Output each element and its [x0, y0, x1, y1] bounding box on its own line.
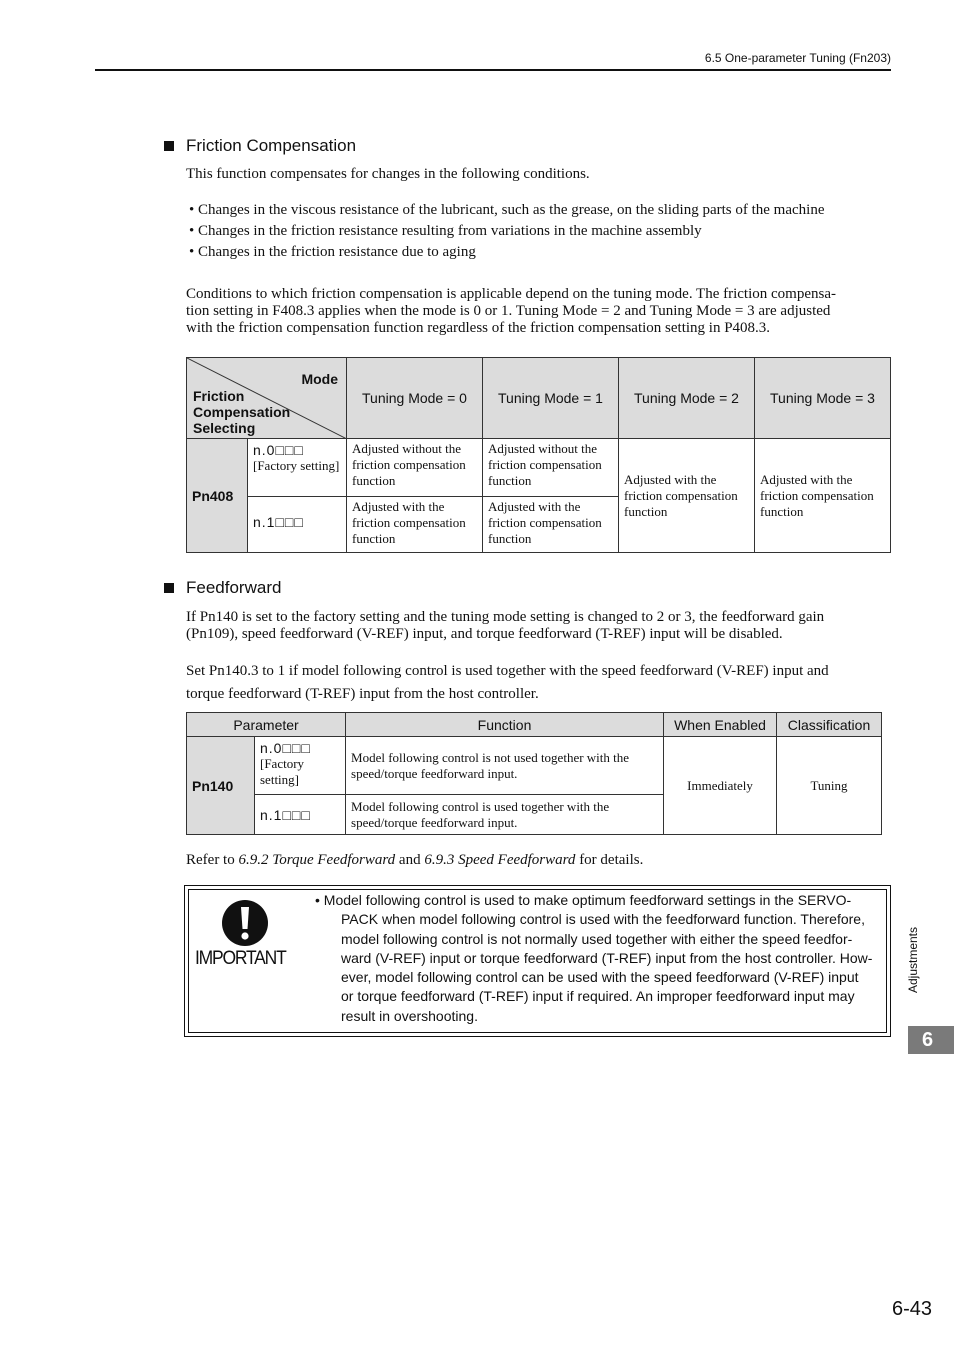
text-line: ward (V-REF) input or torque feedforward (T-REF) input from the host controller. How- [341, 949, 873, 966]
refer-line [186, 852, 643, 869]
table-cell: Adjusted without the friction compensation function [483, 439, 619, 497]
text-line: ever, model following control can be used with the speed feedforward (V-REF) input [341, 969, 859, 986]
text-line: If Pn140 is set to the factory setting and the tuning mode setting is changed to 2 or 3, the feedforward gain [186, 609, 825, 625]
when-enabled-cell: Immediately [664, 737, 777, 835]
text-line: • Model following control is used to make optimum feedforward settings in the SERVO- [315, 892, 852, 908]
table-cell: Adjusted without the friction compensation function [347, 439, 483, 497]
table-row [187, 439, 891, 497]
important-text [315, 891, 885, 1026]
option-code: n.0□□□ [253, 442, 304, 458]
list-item: • Changes in the viscous resistance of the lubricant, such as the grease, on the sliding parts of the machine [189, 202, 825, 218]
table-cell: Model following control is used together with the speed/torque feedforward input. [346, 795, 664, 835]
text-line: with the friction compensation function regardless of the friction compensation setting in P408.3. [186, 320, 771, 336]
option-cell [255, 737, 346, 795]
text-line: Compensation [193, 404, 291, 420]
text-line: Selecting [193, 420, 256, 436]
option-cell [248, 439, 347, 497]
text-line: PACK when model following control is used with the feedforward function. Therefore, [341, 911, 865, 928]
option-note: [Factory setting] [260, 756, 305, 787]
option-code: n.0□□□ [260, 740, 311, 756]
square-bullet-icon [164, 583, 174, 593]
corner-mode-label: Mode [301, 371, 338, 387]
text-line: model following control is not normally used together with either the speed feedfor- [341, 930, 853, 947]
feedforward-heading [164, 578, 281, 598]
table-corner-cell [187, 358, 347, 439]
text-line: torque feedforward (T-REF) input from the host controller. [186, 686, 539, 702]
text-line: (Pn109), speed feedforward (V-REF) input, and torque feedforward (T-REF) input will be disabled. [186, 626, 783, 642]
running-header: 6.5 One-parameter Tuning (Fn203) [704, 51, 891, 65]
chapter-tab [908, 1026, 954, 1054]
table-cell: Adjusted with the friction compensation function [483, 497, 619, 553]
feedforward-para2 [186, 660, 829, 706]
list-item: • Changes in the friction resistance due to aging [189, 244, 476, 260]
refer-prefix: Refer to [186, 852, 239, 868]
friction-bullet-list [189, 200, 825, 263]
important-label: IMPORTANT [195, 948, 286, 969]
header-when-enabled: When Enabled [664, 713, 777, 737]
table-row [187, 737, 882, 795]
header-tuning-mode-2: Tuning Mode = 2 [619, 358, 755, 439]
option-cell [255, 795, 346, 835]
side-section-label-wrap [900, 920, 926, 1000]
friction-table [186, 357, 891, 553]
exclamation-icon [220, 898, 270, 948]
page-number: 6-43 [891, 1298, 932, 1320]
header-parameter: Parameter [187, 713, 346, 737]
table-cell: Adjusted with the friction compensation function [755, 439, 891, 553]
param-cell: Pn408 [187, 439, 248, 553]
feedforward-para1 [186, 609, 824, 643]
text-line: tion setting in F408.3 applies when the mode is 0 or 1. Tuning Mode = 2 and Tuning Mode = 3 are adjusted [186, 303, 831, 319]
link-torque-feedforward[interactable]: 6.9.2 Torque Feedforward [238, 852, 396, 868]
corner-selecting-label [193, 388, 290, 436]
list-item: • Changes in the friction resistance resulting from variations in the machine assembly [189, 223, 702, 239]
refer-and: and [395, 852, 425, 868]
option-code: n.1□□□ [253, 514, 304, 530]
param-cell: Pn140 [187, 737, 255, 835]
table-cell: Model following control is not used together with the speed/torque feedforward input. [346, 737, 664, 795]
pn140-table [186, 712, 882, 835]
header-tuning-mode-3: Tuning Mode = 3 [755, 358, 891, 439]
option-code: n.1□□□ [260, 806, 311, 823]
refer-suffix: for details. [575, 852, 644, 868]
table-cell: Adjusted with the friction compensation function [347, 497, 483, 553]
text-line: or torque feedforward (T-REF) input if required. An improper feedforward input may [341, 988, 855, 1005]
friction-heading [164, 136, 356, 156]
option-note: [Factory setting] [253, 458, 340, 473]
table-cell: Adjusted with the friction compensation function [619, 439, 755, 553]
text-line: result in overshooting. [341, 1007, 478, 1024]
friction-intro: This function compensates for changes in the following conditions. [186, 166, 590, 182]
header-tuning-mode-1: Tuning Mode = 1 [483, 358, 619, 439]
friction-conditions [186, 286, 836, 337]
classification-cell: Tuning [777, 737, 882, 835]
text-line: Set Pn140.3 to 1 if model following control is used together with the speed feedforward (V-REF) input and [186, 663, 829, 679]
feedforward-heading-text: Feedforward [186, 578, 282, 597]
text-line: Conditions to which friction compensation is applicable depend on the tuning mode. The friction compensa- [186, 286, 836, 302]
square-bullet-icon [164, 141, 174, 151]
option-cell [248, 497, 347, 553]
header-rule [95, 69, 891, 71]
header-function: Function [346, 713, 664, 737]
header-tuning-mode-0: Tuning Mode = 0 [347, 358, 483, 439]
header-classification: Classification [777, 713, 882, 737]
friction-heading-text: Friction Compensation [186, 136, 357, 155]
link-speed-feedforward[interactable]: 6.9.3 Speed Feedforward [424, 852, 576, 868]
chapter-number: 6 [922, 1029, 934, 1051]
side-section-label: Adjustments [906, 926, 920, 994]
text-line: Friction [193, 388, 245, 404]
